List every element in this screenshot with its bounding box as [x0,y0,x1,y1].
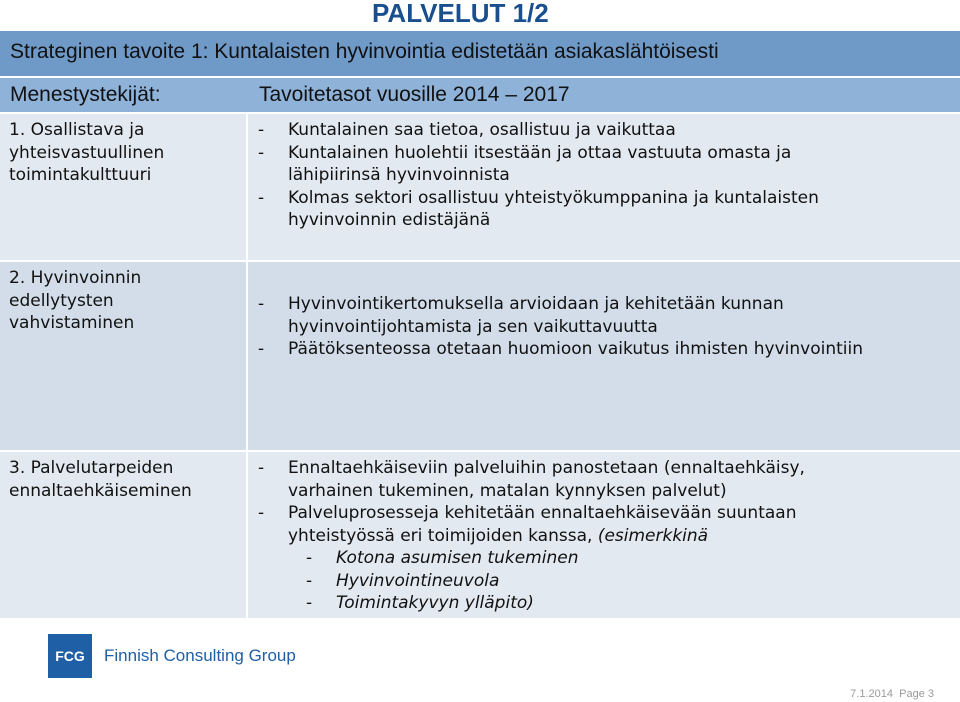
page-title: PALVELUT 1/2 [372,0,549,28]
target-line: varhainen tukeminen, matalan kynnyksen palvelut) [288,480,727,501]
factor-line: edellytysten [9,290,114,311]
strategy-banner [0,31,960,76]
target-line: Ennaltaehkäiseviin palveluihin panostetaan (ennaltaehkäisy, [288,458,805,478]
dash-marker: - [258,120,265,140]
targets-cell-2 [248,262,960,450]
factor-line: yhteisvastuullinen [9,142,165,163]
target-line: Kuntalainen huolehtii itsestään ja ottaa vastuuta omasta ja [288,142,792,163]
target-item [258,187,960,232]
logo-mark: FCG [48,634,92,678]
targets-cell-3 [248,452,960,618]
target-line: Kuntalainen saa tietoa, osallistuu ja vaikuttaa [288,120,676,140]
target-line: lähipiirinsä hyvinvoinnista [288,165,510,185]
dash-marker: - [258,294,265,314]
target-line: Päätöksenteossa otetaan huomioon vaikutus ihmisten hyvinvointiin [288,339,863,359]
footer-page: Page 3 [899,688,934,700]
example-item [258,570,960,593]
target-levels-header: Tavoitetasot vuosille 2014 – 2017 [259,83,570,106]
factor-line: toimintakulttuuri [9,165,152,185]
company-logo [48,634,338,678]
factor-line: 1. Osallistava ja [9,120,145,140]
factor-line: vahvistaminen [9,313,135,333]
strategy-text: Strateginen tavoite 1: Kuntalaisten hyvinvointia edistetään asiakaslähtöisesti [10,40,719,63]
dash-marker: - [258,142,265,163]
example-item [258,592,960,615]
target-item [258,119,960,142]
factor-line: 3. Palvelutarpeiden [9,458,174,478]
target-line: Palveluprosesseja kehitetään ennaltaehkäisevään suuntaan [288,503,797,523]
target-line [288,525,960,548]
target-text-italic: (esimerkkinä [597,525,709,546]
footer-date: 7.1.2014 [850,688,893,700]
target-item [258,502,960,547]
target-line: hyvinvoinnin edistäjänä [288,210,491,230]
factor-cell-2 [0,262,246,450]
target-line: Kolmas sektori osallistuu yhteistyökumppanina ja kuntalaisten [288,187,819,208]
example-line: Toimintakyvyn ylläpito) [336,593,534,613]
column-header-row [0,78,960,112]
dash-marker: - [306,570,313,591]
targets-cell-1 [248,114,960,260]
footer [850,688,934,700]
factor-cell-3 [0,452,246,618]
target-item [258,338,960,361]
target-item [258,142,960,187]
target-text: yhteistyössä eri toimijoiden kanssa, [288,525,593,546]
example-line: Hyvinvointineuvola [336,570,500,591]
dash-marker: - [258,187,265,208]
dash-marker: - [306,593,313,613]
dash-marker: - [306,548,313,568]
target-item [258,457,960,502]
example-line: Kotona asumisen tukeminen [336,548,579,568]
example-item [258,547,960,570]
dash-marker: - [258,458,265,478]
dash-marker: - [258,503,265,523]
factor-line: ennaltaehkäiseminen [9,480,192,501]
factor-line: 2. Hyvinvoinnin [9,268,142,288]
success-factors-header: Menestystekijät: [10,83,161,106]
factor-cell-1 [0,114,246,260]
dash-marker: - [258,339,265,359]
target-line: hyvinvointijohtamista ja sen vaikuttavuutta [288,316,658,337]
target-line: Hyvinvointikertomuksella arvioidaan ja kehitetään kunnan [288,294,784,314]
target-item [258,293,960,338]
logo-company-name: Finnish Consulting Group [104,646,296,665]
